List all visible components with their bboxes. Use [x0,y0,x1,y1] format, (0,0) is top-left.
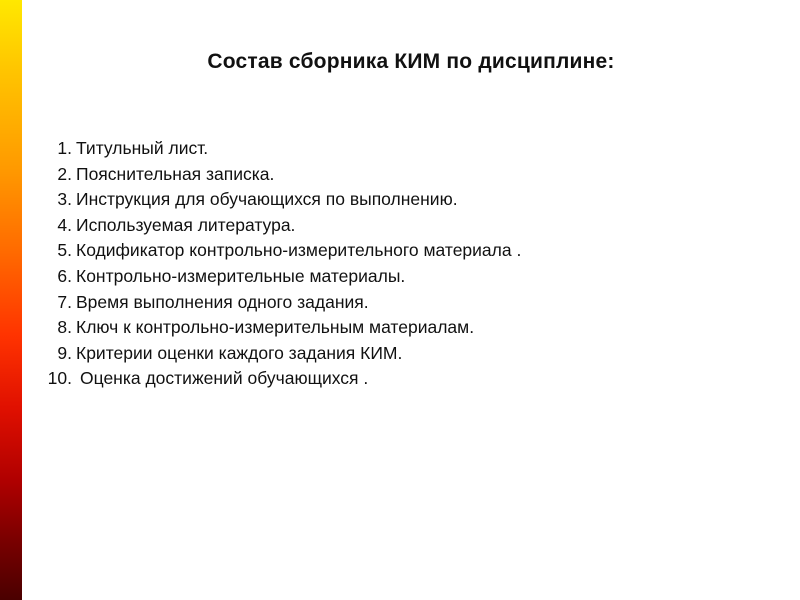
contents-list [38,136,521,392]
list-item [38,264,521,290]
list-item-text: Контрольно-измерительные материалы. [76,265,406,286]
list-item-text: Кодификатор контрольно-измерительного материала . [76,240,522,261]
list-item-number: 6. [57,265,72,286]
list-item [38,187,521,213]
list-item-number: 3. [57,189,72,210]
list-item-number: 9. [57,342,72,363]
list-item-text: Время выполнения одного задания. [76,291,369,312]
list-item-text: Оценка достижений обучающихся . [80,368,369,389]
list-item [38,315,521,341]
list-item-number: 2. [57,163,72,184]
gradient-accent-bar [0,0,22,600]
list-item-number: 10. [47,368,72,389]
list-item-number: 4. [57,214,72,235]
list-item [38,341,521,367]
slide-title: Состав сборника КИМ по дисциплине: [207,50,615,73]
list-item-text: Титульный лист. [76,138,209,158]
list-item-number: 7. [57,291,72,312]
list-item [38,366,521,392]
list-item [38,290,521,316]
list-item-text: Ключ к контрольно-измерительным материалам. [76,317,475,338]
list-item [38,136,521,162]
list-item-number: 5. [57,240,72,261]
list-item [38,162,521,188]
list-item-number: 1. [57,138,72,158]
list-item-text: Инструкция для обучающихся по выполнению. [76,189,458,210]
list-item [38,238,521,264]
list-item [38,213,521,239]
list-item-number: 8. [57,317,72,338]
list-item-text: Используемая литература. [76,214,296,235]
list-item-text: Пояснительная записка. [76,163,275,184]
list-item-text: Критерии оценки каждого задания КИМ. [76,342,403,363]
